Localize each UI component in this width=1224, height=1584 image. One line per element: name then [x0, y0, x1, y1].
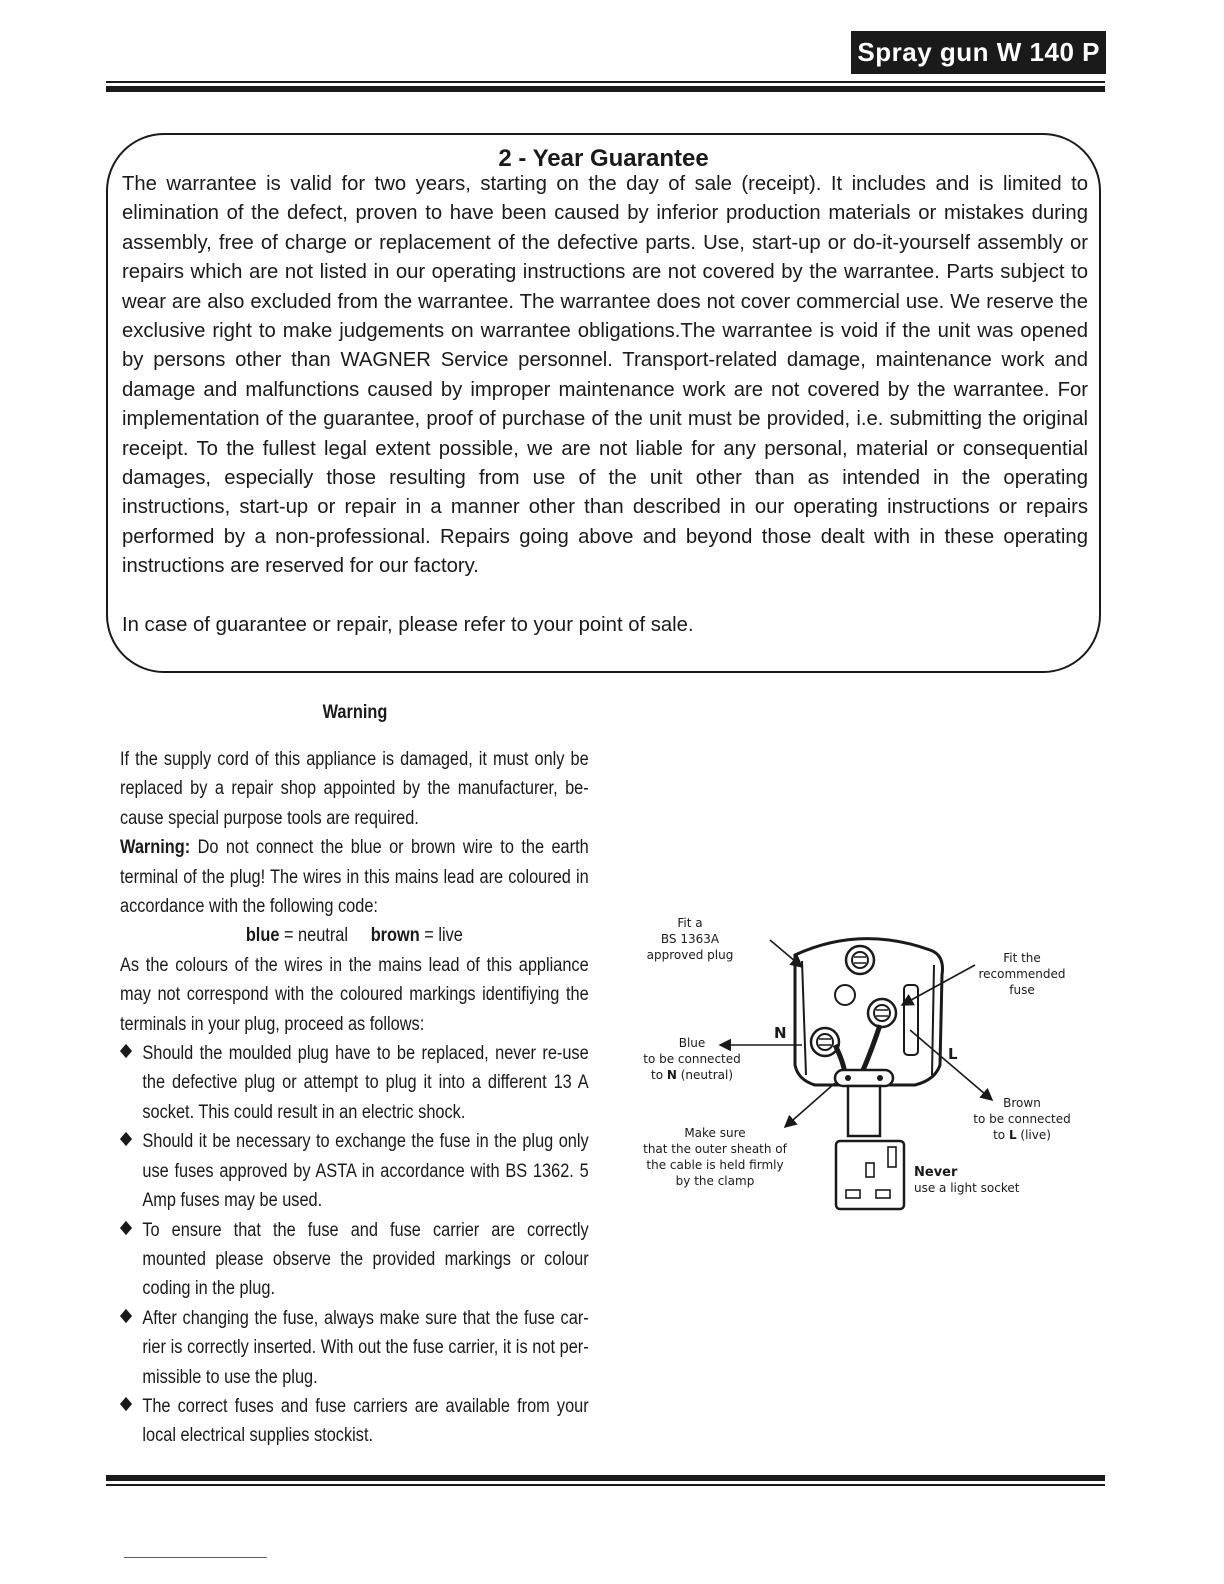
blue-label-3: to N (neutral) — [650, 1068, 734, 1082]
diamond-bullet-icon — [120, 1132, 132, 1146]
wire-code-brown: brown — [370, 925, 420, 947]
clamp-label-1: Make sure — [684, 1126, 746, 1140]
screw-icon — [835, 985, 855, 1005]
footer-rule-thin — [106, 1484, 1105, 1486]
list-item: To ensure that the fuse and fuse carrier are correctly mounted please observe the provided markings or colour coding in the plug. — [120, 1216, 589, 1304]
plug-wiring-diagram — [630, 905, 1090, 1225]
fit-fuse-label-3: fuse — [1009, 983, 1035, 997]
cable-icon — [848, 1086, 880, 1136]
clamp-label-3: the cable is held firmly — [646, 1158, 784, 1172]
list-item: The correct fuses and fuse carriers are available from your local electrical supplies stockist. — [120, 1392, 589, 1451]
never-label: Never — [914, 1165, 958, 1180]
fit-fuse-label-2: recommended — [978, 967, 1066, 981]
footer-rule-thick — [106, 1475, 1105, 1481]
warning-bullets — [120, 1039, 589, 1451]
diamond-bullet-icon — [120, 1220, 132, 1234]
list-item: After changing the fuse, always make sure that the fuse car-rier is correctly inserted. With out the fuse carrier, it is not per-missible to use the plug. — [120, 1304, 589, 1392]
fit-fuse-label-1: Fit the — [1003, 951, 1041, 965]
warning-heading: Warning — [322, 702, 388, 723]
guarantee-note: In case of guarantee or repair, please refer to your point of sale. — [122, 614, 694, 636]
list-item: Should it be necessary to exchange the fuse in the plug only use fuses approved by ASTA in accordance with BS 1362. 5 Amp fuses may be used. — [120, 1127, 589, 1215]
wire-code-blue-meaning: = neutral — [279, 925, 348, 947]
cable-clamp-icon — [835, 1070, 893, 1086]
fit-plug-label-1: Fit a — [677, 916, 703, 930]
neutral-mark: N — [774, 1024, 787, 1042]
warning-text: Do not connect the blue or brown wire to the earth terminal of the plug! The wires in this mains lead are coloured in accordance with the following code: — [120, 837, 589, 918]
list-item: Should the moulded plug have to be replaced, never re-use the defective plug or attempt to plug it into a different 13 A socket. This could result in an electric shock. — [120, 1039, 589, 1127]
brown-label-3: to L (live) — [993, 1128, 1051, 1142]
clamp-label-4: by the clamp — [675, 1174, 755, 1188]
footer-link-underline — [124, 1557, 267, 1558]
wire-code-blue: blue — [245, 925, 280, 947]
never-sub-label: use a light socket — [914, 1181, 1020, 1195]
clamp-label-2: that the outer sheath of — [643, 1142, 787, 1156]
warning-after: As the colours of the wires in the mains lead of this appliance may not correspond with the coloured markings identifiying the terminals in your plug, proceed as follows: — [120, 954, 589, 1035]
blue-label-1: Blue — [678, 1036, 706, 1050]
earth-terminal-icon — [846, 946, 874, 974]
neutral-terminal-icon — [811, 1028, 839, 1056]
diamond-bullet-icon — [120, 1309, 132, 1323]
diamond-bullet-icon — [120, 1397, 132, 1411]
brown-label-1: Brown — [1003, 1096, 1041, 1110]
live-terminal-icon — [868, 999, 896, 1027]
warning-paragraph — [120, 833, 589, 921]
wire-code-brown-meaning: = live — [419, 925, 463, 947]
diamond-bullet-icon — [120, 1044, 132, 1058]
blue-label-2: to be connected — [643, 1052, 741, 1066]
header-rule-thin — [106, 81, 1105, 83]
warning-intro: If the supply cord of this appliance is damaged, it must only be replaced by a repair shop appointed by the manufacturer, be-cause special purpose tools are required. — [120, 749, 589, 829]
header-rule-thick — [106, 86, 1105, 92]
warning-label: Warning: — [120, 837, 191, 859]
wire-code — [120, 921, 589, 950]
live-mark: L — [948, 1045, 958, 1063]
header-title: Spray gun W 140 P — [851, 31, 1106, 74]
warning-column — [120, 745, 589, 1451]
brown-label-2: to be connected — [973, 1112, 1071, 1126]
guarantee-title: 2 - Year Guarantee — [498, 145, 709, 172]
fuse-icon — [904, 985, 918, 1055]
fit-plug-label-3: approved plug — [646, 948, 734, 962]
fit-plug-label-2: BS 1363A — [660, 932, 720, 946]
guarantee-body: The warrantee is valid for two years, starting on the day of sale (receipt). It includes and is limited to elimination of the defect, proven to have been caused by inferior production materials or mistakes during assembly, free of charge or replacement of the defective parts. Use, start-up or do-it-yourself assembly or repairs which are not listed in our operating instructions are not covered by the warrantee. Parts subject to wear are also excluded from the warrantee. The warrantee does not cover commercial use. We reserve the exclusive right to make judgements on warrantee obligations.The warrantee is void if the unit was opened by persons other than WAGNER Service personnel. Transport-related damage, maintenance work and damage and malfunctions caused by improper maintenance work are not covered by the warrantee. For implementation of the guarantee, proof of purchase of the unit must be provided, i.e. submitting the original receipt. To the fullest legal extent possible, we are not liable for any personal, material or consequential damages, especially those resulting from use of the unit other than as intended in the operating instructions, start-up or repair in a manner other than described in our operating instructions or repairs performed by a non-professional. Repairs going above and beyond those dealt with in these operating instructions are reserved for our factory. — [122, 173, 1088, 578]
